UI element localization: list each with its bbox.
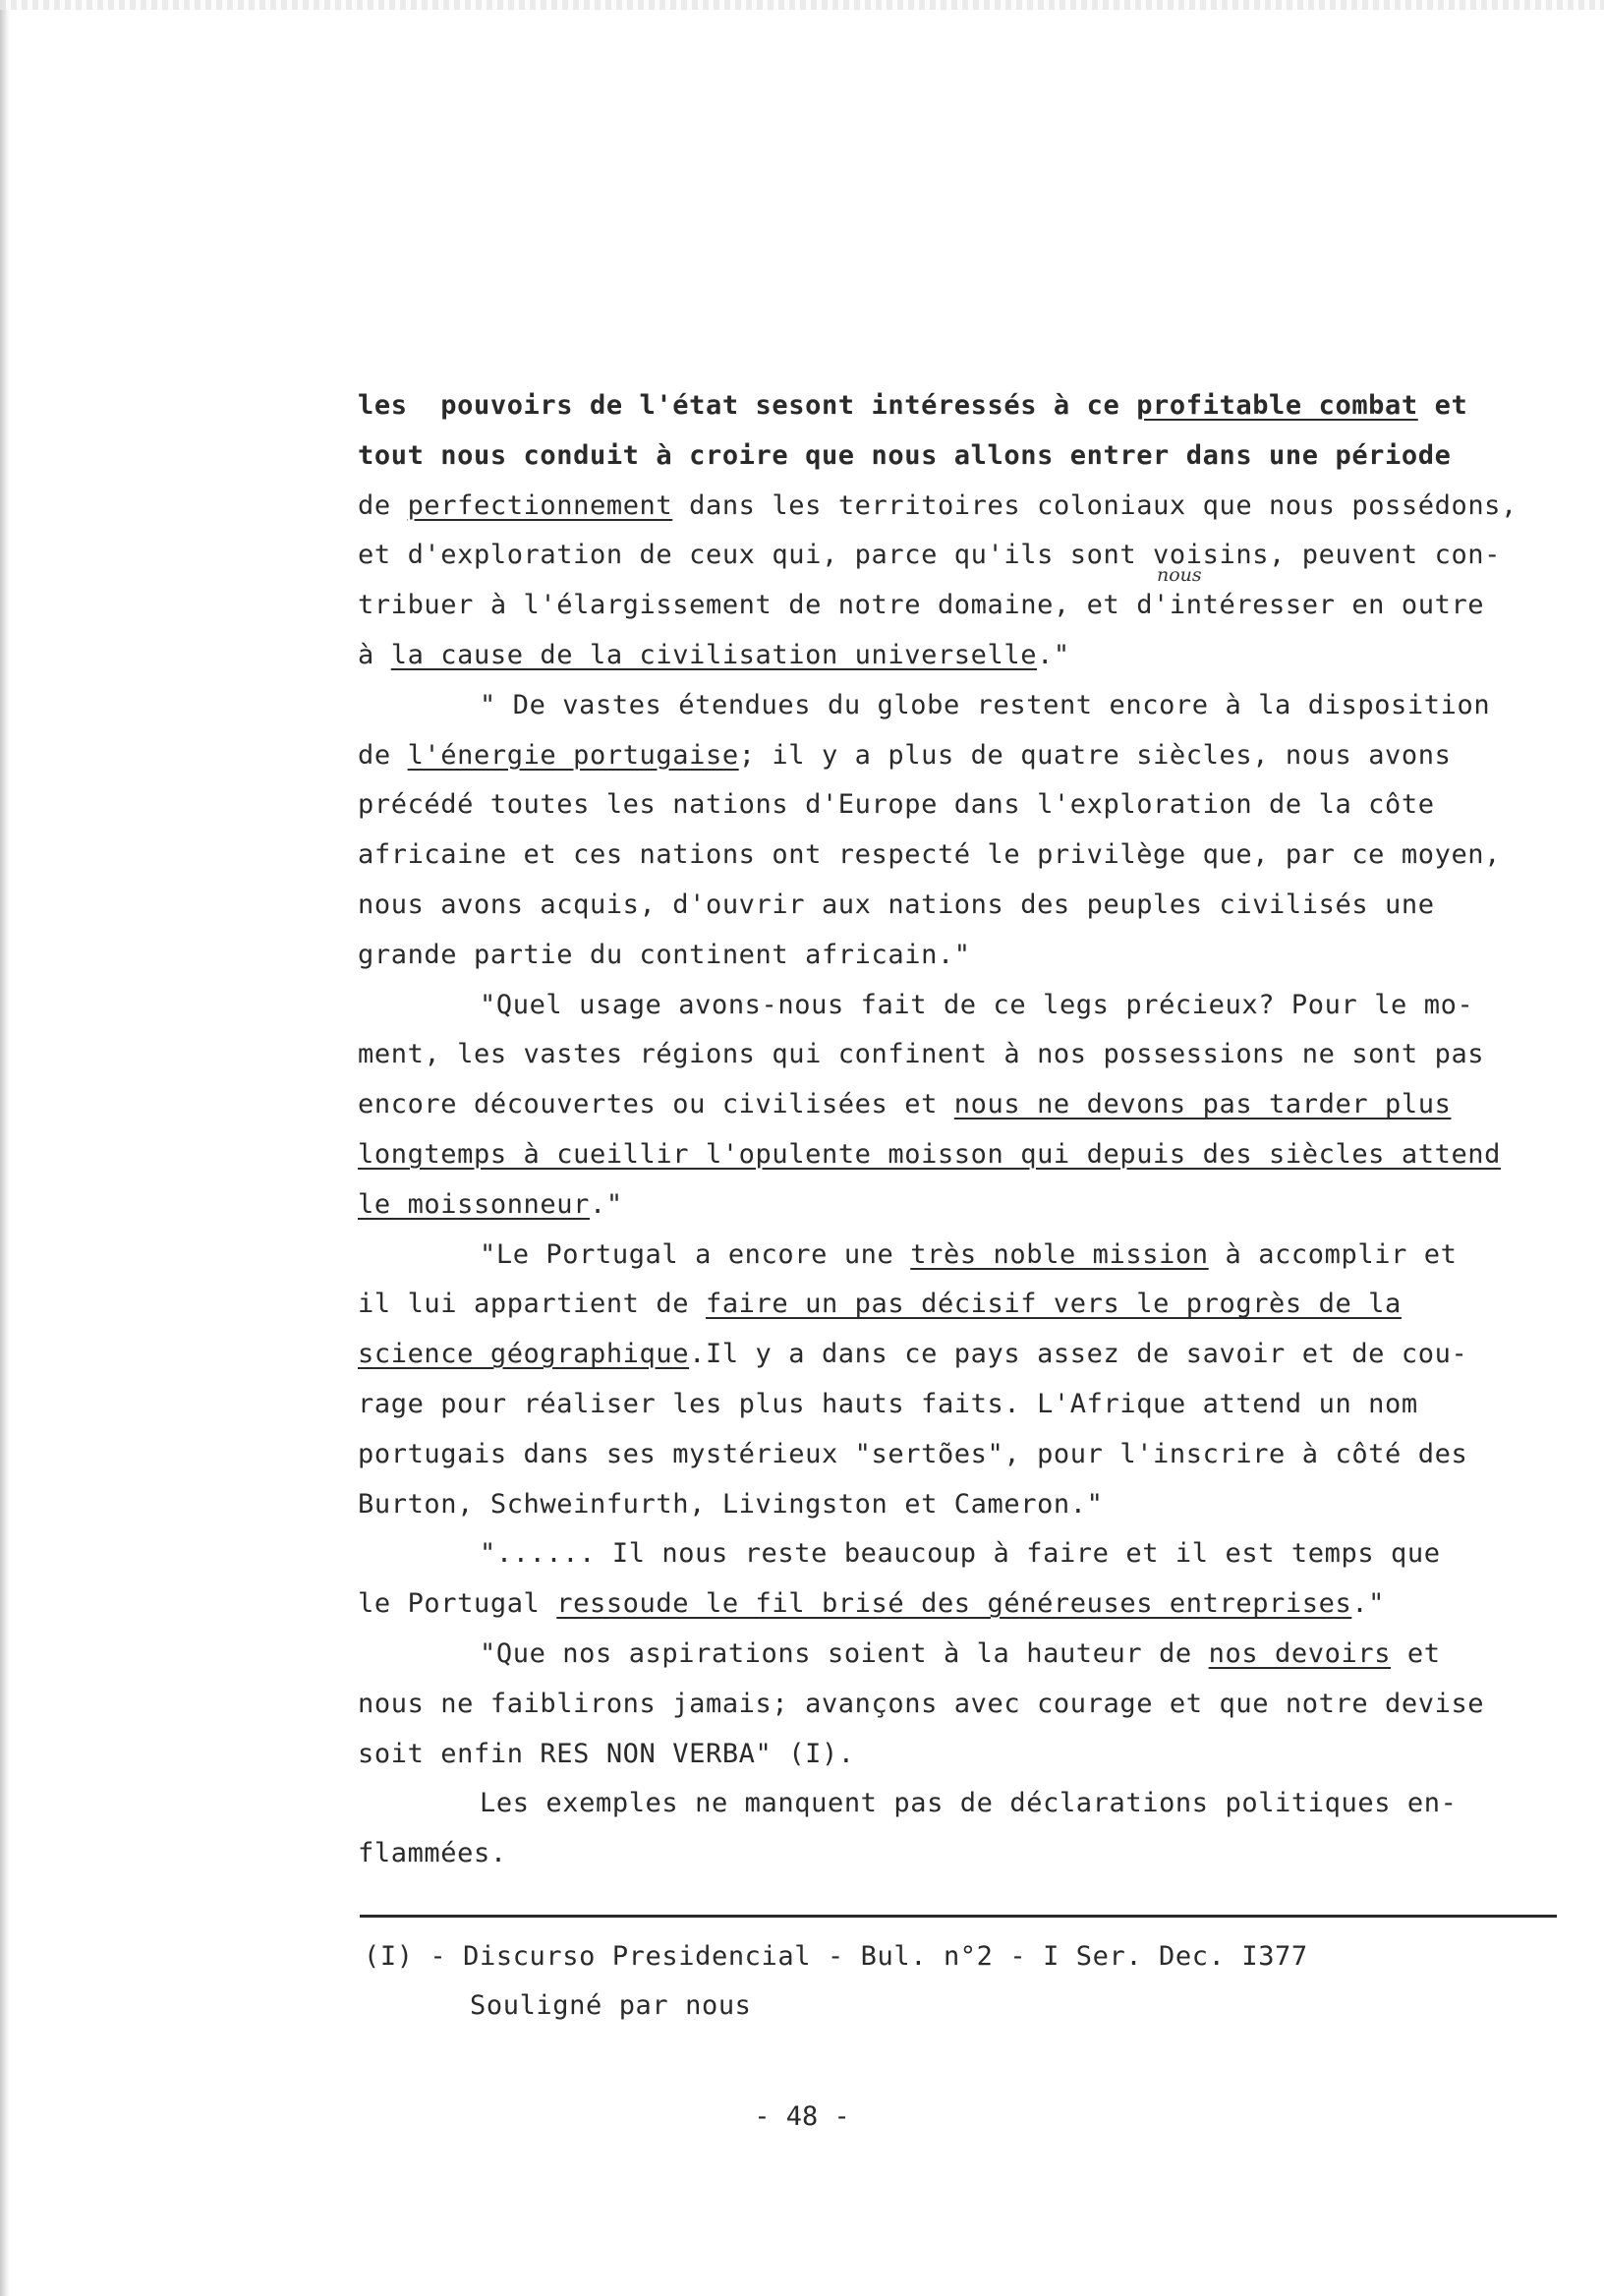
text-segment: dans les territoires coloniaux que nous possédons, bbox=[672, 489, 1518, 521]
text-line bbox=[358, 1380, 1557, 1430]
text-line bbox=[358, 1730, 1557, 1780]
text-segment: à bbox=[358, 639, 391, 670]
underlined-text: ressoude le fil brisé des généreuses entreprises bbox=[556, 1588, 1352, 1620]
text-segment: Les exemples ne manquent pas de déclarations politiques en- bbox=[480, 1788, 1458, 1819]
text-segment: nous ne faiblirons jamais; avançons avec courage et que notre devise bbox=[358, 1688, 1485, 1719]
text-line bbox=[358, 1280, 1557, 1330]
text-line bbox=[358, 381, 1557, 431]
text-segment: tout nous conduit à croire que nous allons entrer dans une période bbox=[358, 439, 1452, 471]
text-line bbox=[358, 1080, 1557, 1130]
text-segment: .Il y a dans ce pays assez de savoir et de cou- bbox=[689, 1339, 1468, 1370]
text-segment: soit enfin RES NON VERBA" (I). bbox=[358, 1738, 855, 1769]
underlined-text: la cause de la civilisation universelle bbox=[390, 639, 1038, 670]
underlined-text: le moissonneur bbox=[358, 1188, 590, 1220]
text-segment: et d'exploration de ceux qui, parce qu'ils sont voisins, peuvent con- bbox=[358, 540, 1502, 571]
underlined-text: faire un pas décisif vers le progrès de la bbox=[705, 1289, 1402, 1320]
text-line bbox=[358, 1030, 1557, 1080]
text-line bbox=[358, 631, 1557, 681]
text-segment: tribuer à l'élargissement de notre domaine, et d'intéresser en outre bbox=[358, 590, 1485, 621]
text-segment: à accomplir et bbox=[1208, 1238, 1458, 1270]
text-line bbox=[358, 1231, 1557, 1281]
text-segment: " De vastes étendues du globe restent encore à la disposition bbox=[480, 689, 1491, 720]
underlined-text: nos devoirs bbox=[1208, 1637, 1392, 1669]
text-segment: rage pour réaliser les plus hauts faits. L'Afrique attend un nom bbox=[358, 1388, 1418, 1419]
text-segment: nous avons acquis, d'ouvrir aux nations des peuples civilisés une bbox=[358, 889, 1435, 920]
text-segment: "Le Portugal a encore une bbox=[480, 1238, 911, 1270]
footnote-line-2: Souligné par nous bbox=[470, 1990, 752, 2021]
text-segment: ; il y a plus de quatre siècles, nous avons bbox=[738, 739, 1452, 771]
footnote-line-1: (I) - Discurso Presidencial - Bul. n°2 - I Ser. Dec. I377 bbox=[364, 1941, 1308, 1972]
text-line bbox=[358, 681, 1557, 731]
underlined-text: l'énergie portugaise bbox=[407, 739, 739, 771]
text-line bbox=[358, 531, 1557, 581]
text-line bbox=[358, 981, 1557, 1031]
text-segment: le Portugal bbox=[358, 1588, 557, 1620]
footnote-separator bbox=[360, 1915, 1557, 1918]
text-line bbox=[358, 1330, 1557, 1380]
footnote bbox=[364, 1932, 1308, 2031]
text-line bbox=[358, 1180, 1557, 1231]
text-segment: les pouvoirs de l'état sesont intéressés à ce bbox=[358, 390, 1137, 421]
text-segment: ." bbox=[1037, 639, 1070, 670]
text-segment: de bbox=[358, 489, 408, 521]
text-line bbox=[358, 1829, 1557, 1879]
text-segment: encore découvertes ou civilisées et bbox=[358, 1089, 954, 1120]
body-text bbox=[358, 381, 1557, 1879]
text-segment: il lui appartient de bbox=[358, 1289, 706, 1320]
page-number: - 48 - bbox=[754, 2101, 850, 2132]
text-line bbox=[358, 931, 1557, 981]
underlined-text: très noble mission bbox=[910, 1238, 1209, 1270]
text-line bbox=[358, 1779, 1557, 1829]
text-line bbox=[358, 881, 1557, 931]
handwritten-annotation: nous bbox=[1157, 564, 1202, 586]
text-line bbox=[358, 1130, 1557, 1180]
text-line bbox=[358, 482, 1557, 532]
underlined-text: nous ne devons pas tarder plus bbox=[953, 1089, 1452, 1120]
text-segment: ." bbox=[1351, 1588, 1386, 1620]
text-segment: grande partie du continent africain." bbox=[358, 939, 971, 970]
text-line bbox=[358, 831, 1557, 881]
text-line bbox=[358, 1680, 1557, 1730]
text-line bbox=[358, 780, 1557, 831]
text-segment: ment, les vastes régions qui confinent à nos possessions ne sont pas bbox=[358, 1039, 1485, 1070]
text-segment: précédé toutes les nations d'Europe dans l'exploration de la côte bbox=[358, 789, 1435, 821]
text-segment: africaine et ces nations ont respecté le privilège que, par ce moyen, bbox=[358, 839, 1502, 871]
text-segment: Burton, Schweinfurth, Livingston et Cameron." bbox=[358, 1488, 1104, 1520]
text-segment: flammées. bbox=[358, 1838, 507, 1869]
text-line bbox=[358, 1630, 1557, 1680]
text-segment: ." bbox=[589, 1188, 623, 1220]
text-segment: portugais dans ses mystérieux "sertões", pour l'inscrire à côté des bbox=[358, 1438, 1468, 1469]
text-segment: de bbox=[358, 739, 408, 771]
underlined-text: perfectionnement bbox=[407, 489, 673, 521]
underlined-text: science géographique bbox=[358, 1339, 690, 1370]
text-segment: et bbox=[1417, 390, 1468, 421]
text-segment: et bbox=[1391, 1637, 1441, 1669]
text-line bbox=[358, 1480, 1557, 1530]
underlined-text: profitable combat bbox=[1136, 390, 1418, 421]
underlined-text: longtemps à cueillir l'opulente moisson qui depuis des siècles attend bbox=[358, 1138, 1502, 1170]
text-line bbox=[358, 1430, 1557, 1480]
scan-top-edge bbox=[0, 0, 1604, 10]
text-segment: "Que nos aspirations soient à la hauteur de bbox=[480, 1637, 1209, 1669]
text-line bbox=[358, 1529, 1557, 1579]
scan-left-edge bbox=[0, 0, 10, 2296]
text-line bbox=[358, 1579, 1557, 1630]
text-line bbox=[358, 731, 1557, 781]
text-line bbox=[358, 431, 1557, 482]
text-segment: "...... Il nous reste beaucoup à faire et il est temps que bbox=[480, 1538, 1441, 1570]
text-segment: "Quel usage avons-nous fait de ce legs précieux? Pour le mo- bbox=[480, 989, 1474, 1020]
text-line bbox=[358, 581, 1557, 631]
